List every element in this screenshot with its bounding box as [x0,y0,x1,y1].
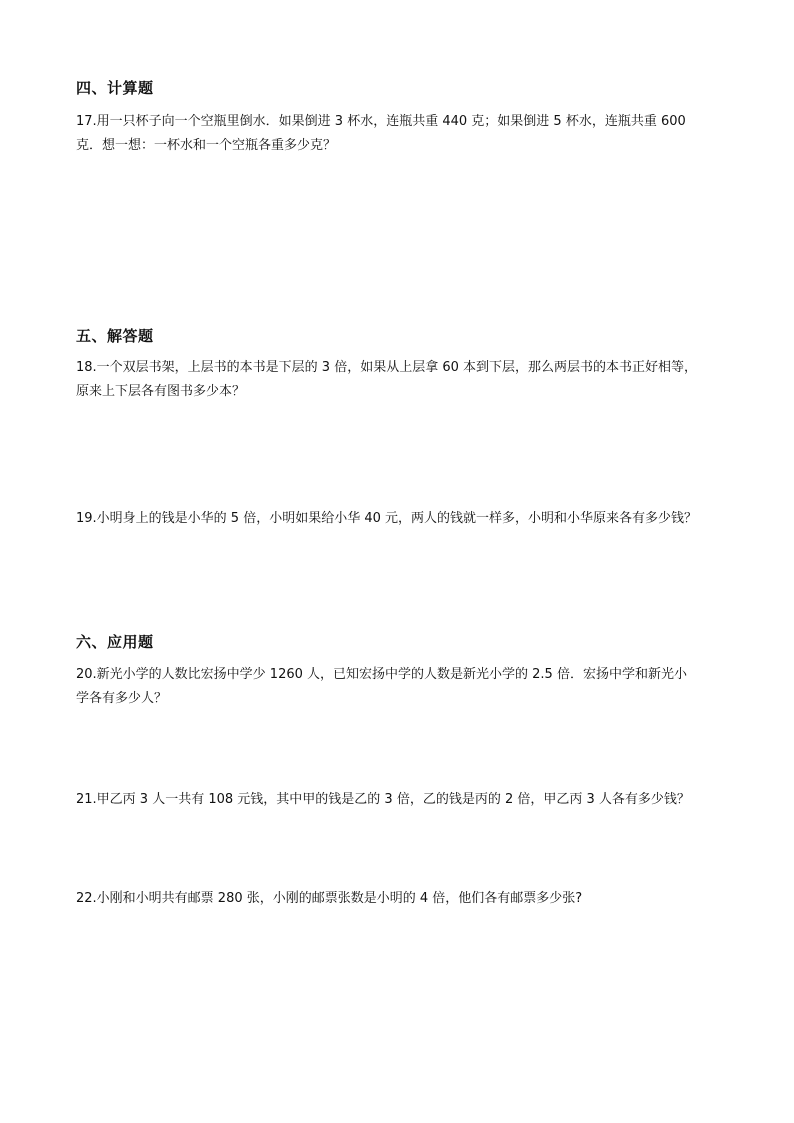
question-17-line-1: 17.用一只杯子向一个空瓶里倒水．如果倒进 3 杯水，连瓶共重 440 克；如果倒进 5 杯水，连瓶共重 600 [76,114,686,129]
question-20-line-2: 学各有多少人？ [76,691,168,706]
question-22-line-1: 22.小刚和小明共有邮票 280 张，小刚的邮票张数是小明的 4 倍，他们各有邮票多少张? [76,891,583,906]
question-21-line-1: 21.甲乙丙 3 人一共有 108 元钱，其中甲的钱是乙的 3 倍，乙的钱是丙的 2 倍，甲乙丙 3 人各有多少钱？ [76,792,690,807]
question-18-line-1: 18.一个双层书架，上层书的本书是下层的 3 倍，如果从上层拿 60 本到下层，那么两层书的本书正好相等， [76,360,698,375]
question-20-line-1: 20.新光小学的人数比宏扬中学少 1260 人，已知宏扬中学的人数是新光小学的 2.5 倍．宏扬中学和新光小 [76,667,687,682]
question-18 [76,356,726,404]
question-17-line-2: 克．想一想：一杯水和一个空瓶各重多少克？ [76,138,337,153]
question-19 [76,507,726,531]
question-18-line-2: 原来上下层各有图书多少本？ [76,384,246,399]
question-20 [76,663,726,711]
section-heading-calculation: 四、计算题 [76,79,154,97]
question-21 [76,788,726,812]
question-22 [76,887,726,911]
section-heading-application: 六、应用题 [76,633,154,651]
section-heading-answer: 五、解答题 [76,327,154,345]
question-17 [76,110,726,158]
question-19-line-1: 19.小明身上的钱是小华的 5 倍，小明如果给小华 40 元，两人的钱就一样多，小明和小华原来各有多少钱？ [76,511,698,526]
